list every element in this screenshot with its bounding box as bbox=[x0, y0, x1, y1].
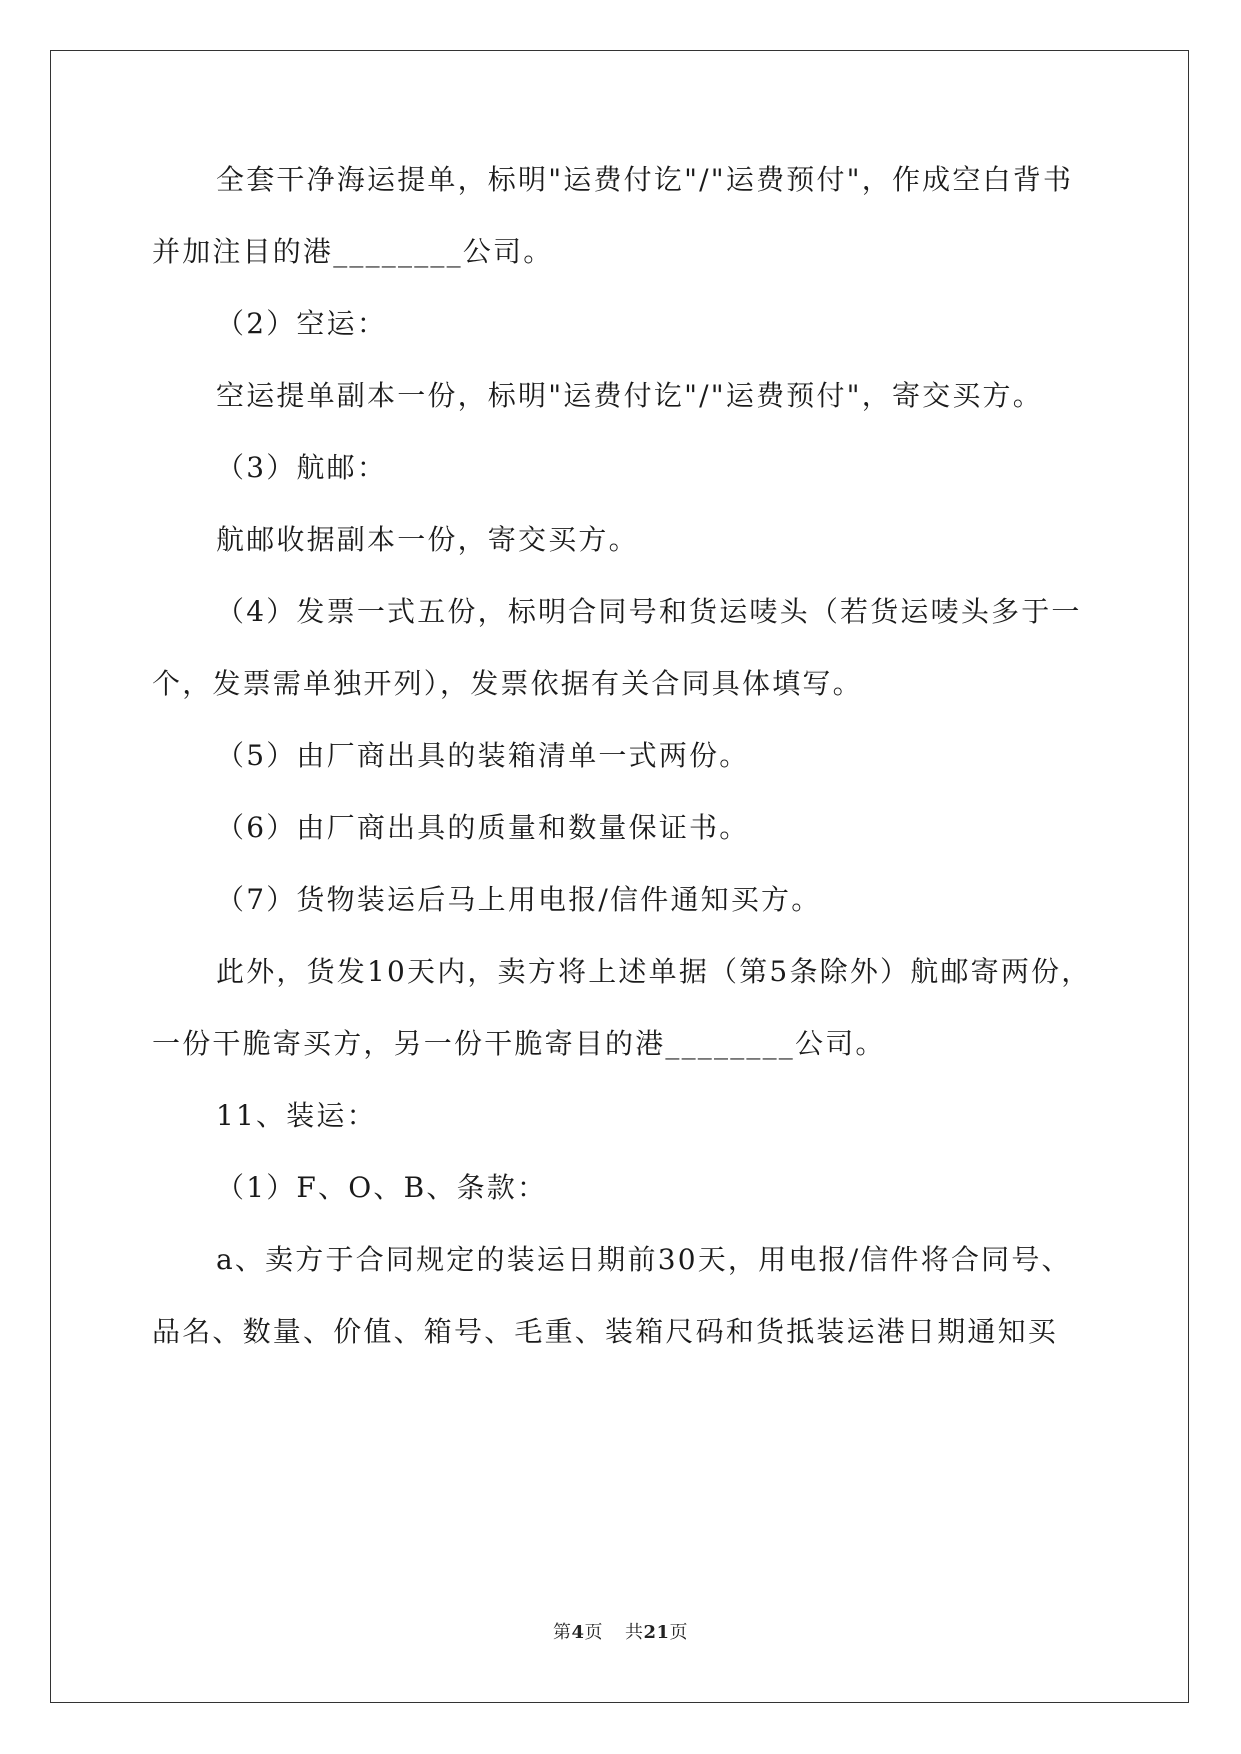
paragraph-line: 并加注目的港________公司。 bbox=[152, 235, 554, 268]
page-footer bbox=[0, 1618, 1241, 1644]
paragraph-line: a、卖方于合同规定的装运日期前30天，用电报/信件将合同号、 bbox=[216, 1243, 1072, 1276]
footer-total-prefix: 共 bbox=[624, 1622, 644, 1643]
footer-page-suffix: 页 bbox=[584, 1622, 603, 1643]
paragraph-line: （1）F、O、B、条款： bbox=[216, 1171, 548, 1204]
page-border bbox=[50, 50, 1189, 1703]
footer-total-suffix: 页 bbox=[669, 1622, 689, 1643]
paragraph-line: （4）发票一式五份，标明合同号和货运唛头（若货运唛头多于一 bbox=[216, 595, 1082, 628]
paragraph-line: 航邮收据副本一份，寄交买方。 bbox=[216, 523, 639, 556]
paragraph-line: （5）由厂商出具的装箱清单一式两份。 bbox=[216, 739, 750, 772]
footer-page-number: 4 bbox=[571, 1622, 585, 1643]
paragraph-line: （2）空运： bbox=[216, 307, 388, 340]
paragraph-line: （3）航邮： bbox=[216, 451, 388, 484]
paragraph-line: 个，发票需单独开列），发票依据有关合同具体填写。 bbox=[152, 667, 863, 700]
paragraph-line: 此外，货发10天内，卖方将上述单据（第5条除外）航邮寄两份， bbox=[216, 955, 1092, 988]
footer-total-pages: 21 bbox=[643, 1622, 670, 1643]
footer-page-prefix: 第 bbox=[552, 1622, 572, 1643]
paragraph-line: 空运提单副本一份，标明"运费付讫"/"运费预付"，寄交买方。 bbox=[216, 379, 1043, 412]
paragraph-line: （6）由厂商出具的质量和数量保证书。 bbox=[216, 811, 750, 844]
section-heading: 11、装运： bbox=[216, 1099, 377, 1132]
paragraph-line: 品名、数量、价值、箱号、毛重、装箱尺码和货抵装运港日期通知买 bbox=[152, 1315, 1059, 1348]
paragraph-line: 一份干脆寄买方，另一份干脆寄目的港________公司。 bbox=[152, 1027, 886, 1060]
paragraph-line: （7）货物装运后马上用电报/信件通知买方。 bbox=[216, 883, 822, 916]
paragraph-line: 全套干净海运提单，标明"运费付讫"/"运费预付"，作成空白背书 bbox=[216, 163, 1074, 196]
